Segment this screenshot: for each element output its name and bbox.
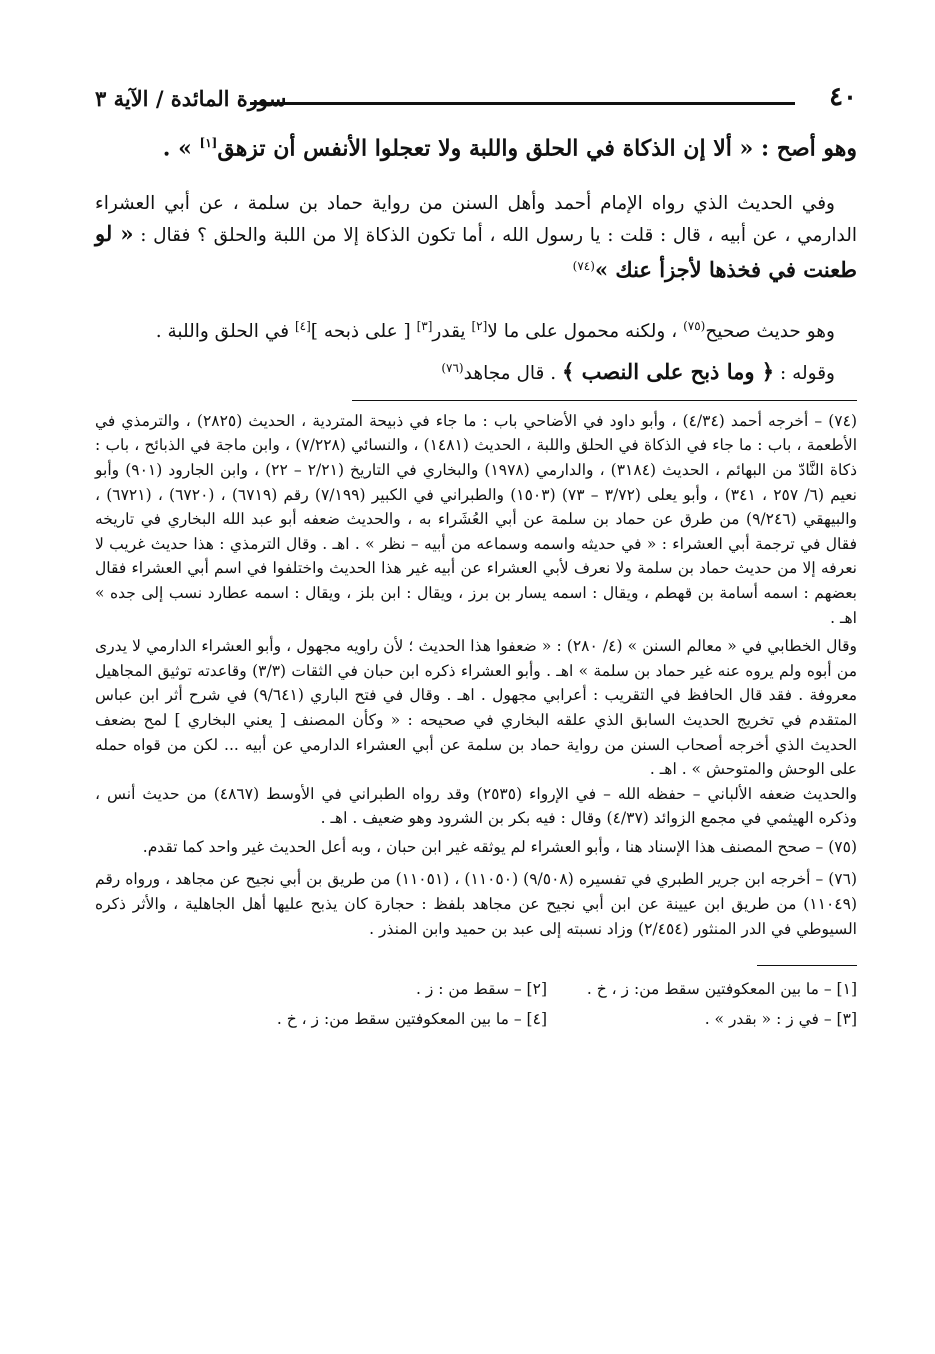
main-text bbox=[95, 124, 857, 392]
p3-b: ، ولكنه محمول على ما لا bbox=[487, 321, 684, 343]
p4-b: . قال مجاهد bbox=[463, 362, 563, 384]
ref-1: [١] bbox=[199, 136, 218, 150]
footnote-marker-74: (٧٤) bbox=[572, 259, 595, 274]
paragraph-1 bbox=[95, 124, 857, 167]
running-head: سورة المائدة / الآية ٣ bbox=[95, 86, 287, 111]
page-number: ٤٠ bbox=[829, 82, 857, 112]
ref-3: [٣] bbox=[416, 319, 433, 334]
footnote-76: (٧٦) – أخرجه ابن جرير الطبري في تفسيره (٩/٥٠٨) (١١٠٥٠) ، (١١٠٥١) من طريق بن أبي نجيح عن مجاهد ، ورواه رقم (١١٠٤٩) من طريق ابن عيينة عن ابن أبي نجيح عن مجاهد بلفظ : حجارة كان يذبح عليها أهل الجاهلية ، والأثر ذكره السيوطي في الدر المنثور (٢/٤٥٤) وزاد نسبته إلى عبد بن حميد وابن المنذر . bbox=[95, 870, 858, 938]
apparatus-separator bbox=[757, 965, 857, 966]
hadith-quote-1: « ألا إن الذكاة في الحلق واللبة ولا تعجلوا الأنفس أن تزهق bbox=[217, 135, 754, 162]
footnote-74-part-1: (٧٤) – أخرجه أحمد (٤/٣٤) ، وأبو داود في الأضاحي باب : ما جاء في ذبيحة المتردية ، الحديث (٢٨٢٥) ، والترمذي في الأطعمة ، باب : ما جاء في الذكاة في الحلق واللبة ، الحديث (١٤٨١) ، والنسائي (٧/٢٢٨) ، وابن ماجة في الذبائح ، باب : ذكاة النَّادّ من البهائم ، الحديث (٣١٨٤) ، والدارمي (١٩٧٨) والبخاري في التاريخ (٢/٢١ – ٢٢) ، وابن الجارود (٩٠١) وأبو نعيم (٦/ ٢٥٧ ، ٣٤١) ، وأبو يعلى (٣/٧٢ – ٧٣) (١٥٠٣) والطبراني في الكبير (٧/١٩٩) رقم (٦٧١٩) ، (٦٧٢٠) ، (٦٧٢١) ، والبيهقي (٩/٢٤٦) من طرق عن حماد بن سلمة عن أبي العُشَراء به ، والحديث ضعفه أبو عبد الله البخاري في تاريخه فقال في ترجمة أبي العشراء : « في حديثه واسمه وسماعه من أبيه – نظر » . اهـ . وقال الترمذي : هذا حديث غريب لا نعرفه إلا من حديث حماد بن سلمة ولا نعرف لأبي العشراء عن أبيه غير هذا الحديث واختلفوا في اسم أبي العشراء فقال بعضهم : اسمه أسامة بن قهطم ، ويقال : اسمه يسار بن برز ، ويقال : ابن بلز ، ويقال : اسمه عطارد نسب إلى جده » اهـ . bbox=[95, 411, 858, 627]
apparatus-note-4: [٤] – ما بين المعكوفتين سقط من: ز ، خ . bbox=[276, 1010, 547, 1029]
footnote-marker-76: (٧٦) bbox=[441, 360, 464, 375]
p1-prefix: وهو أصح : bbox=[753, 135, 857, 162]
footnote-marker-75: (٧٥) bbox=[683, 319, 706, 334]
footnotes bbox=[95, 409, 857, 941]
p2-text: وفي الحديث الذي رواه الإمام أحمد وأهل السنن من رواية حماد بن سلمة ، عن أبي العشراء الدارمي ، عن أبيه ، قال : قلت : يا رسول الله ، أما تكون الذكاة إلا من اللبة والحلق ؟ فقال : bbox=[95, 193, 857, 247]
apparatus-note-2: [٢] – سقط من : ز . bbox=[415, 980, 547, 999]
footnote-74-part-2: وقال الخطابي في « معالم السنن » (٤/ ٢٨٠) : « ضعفوا هذا الحديث ؛ لأن راويه مجهول ، وأبو العشراء الدارمي لا يدرى من أبوه ولم يروه عنه غير حماد بن سلمة » اهـ . وأبو العشراء ذكره ابن حبان في الثقات (٣/٣) وقاعدته توثيق المجاهيل معروفة . فقد قال الحافظ في التقريب : أعرابي مجهول . اهـ . وقال في فتح الباري (٩/٦٤١) في شرح أثر ابن عباس المتقدم في تخريج الحديث السابق الذي علقه البخاري في صحيحه : « وكأن المصنف [ يعني البخاري ] لمح بضعف الحديث الذي أخرجه أصحاب السنن من رواية حماد بن سلمة عن أبي العشراء الدارمي عن أبيه ... لكن من قواه حمله على الوحش والمتوحش » . اهـ . bbox=[95, 637, 858, 779]
p3-e: في الحلق واللبة . bbox=[155, 321, 295, 343]
hadith-quote-2: « لو طعنت في فخذها لأجزأ عنك » bbox=[95, 221, 857, 283]
page-header bbox=[95, 82, 857, 122]
header-rule bbox=[250, 102, 795, 105]
paragraph-4 bbox=[95, 350, 857, 392]
footnote-74-part-3: والحديث ضعفه الألباني – حفظه الله – في الإرواء (٢٥٣٥) وقد رواه الطبراني في الأوسط (٤٨٦٧) من حديث أنس ، وذكره الهيثمي في مجمع الزوائد (٤/٣٧) وقال : فيه بكر بن الشرود وهو ضعيف . اهـ . bbox=[95, 784, 857, 828]
paragraph-2 bbox=[95, 189, 857, 287]
footnote-75: (٧٥) – صحح المصنف هذا الإسناد هنا ، وأبو العشراء لم يوثقه غير ابن حبان ، وبه أعل الحديث غير واحد كما تقدم. bbox=[142, 837, 857, 856]
p4-a: وقوله : bbox=[774, 362, 835, 384]
quran-verse: ﴿ وما ذبح على النصب ﴾ bbox=[562, 358, 775, 384]
paragraph-3 bbox=[95, 311, 857, 347]
ref-2: [٢] bbox=[471, 319, 488, 334]
critical-apparatus bbox=[95, 980, 857, 1040]
p1-suffix: » . bbox=[162, 135, 200, 162]
footnote-separator bbox=[352, 400, 857, 401]
ref-4: [٤] bbox=[294, 319, 311, 334]
apparatus-note-3: [٣] – في ز : « بقدر » . bbox=[704, 1010, 857, 1029]
p3-c: يقدر bbox=[432, 321, 472, 343]
apparatus-note-1: [١] – ما بين المعكوفتين سقط من: ز ، خ . bbox=[586, 980, 857, 999]
book-page bbox=[95, 82, 857, 1040]
p3-a: وهو حديث صحيح bbox=[705, 321, 835, 343]
p3-d: [ على ذبحه ] bbox=[310, 321, 417, 343]
